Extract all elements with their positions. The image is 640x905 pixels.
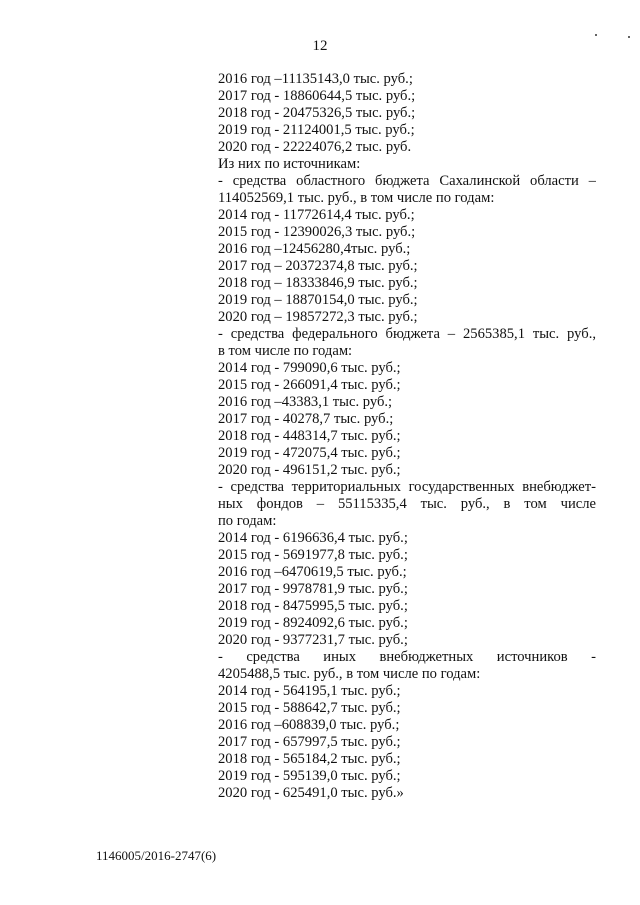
text-line: 2020 год - 496151,2 тыс. руб.; bbox=[218, 462, 401, 478]
text-line: 2017 год - 40278,7 тыс. руб.; bbox=[218, 411, 394, 427]
text-line: 2018 год – 18333846,9 тыс. руб.; bbox=[218, 275, 418, 291]
text-line: 2014 год - 799090,6 тыс. руб.; bbox=[218, 360, 401, 376]
text-line: 2019 год - 595139,0 тыс. руб.; bbox=[218, 768, 401, 784]
text-line: 2015 год - 12390026,3 тыс. руб.; bbox=[218, 224, 416, 240]
text-line: 2015 год - 5691977,8 тыс. руб.; bbox=[218, 547, 408, 563]
text-line: 2019 год – 18870154,0 тыс. руб.; bbox=[218, 292, 418, 308]
text-line: 2017 год - 657997,5 тыс. руб.; bbox=[218, 734, 401, 750]
text-line: - средства территориальных государственных внебюджет- bbox=[218, 479, 596, 495]
text-line: 2016 год –12456280,4тыс. руб.; bbox=[218, 241, 411, 257]
text-line: 2018 год - 20475326,5 тыс. руб.; bbox=[218, 105, 416, 121]
text-line: 2020 год - 22224076,2 тыс. руб. bbox=[218, 139, 412, 155]
document-code: 1146005/2016-2747(6) bbox=[96, 848, 217, 863]
text-line: 2018 год - 8475995,5 тыс. руб.; bbox=[218, 598, 408, 614]
text-line: 2020 год – 19857272,3 тыс. руб.; bbox=[218, 309, 418, 325]
text-line: 2014 год - 11772614,4 тыс. руб.; bbox=[218, 207, 415, 223]
text-line: 2018 год - 448314,7 тыс. руб.; bbox=[218, 428, 401, 444]
text-line: 2019 год - 21124001,5 тыс. руб.; bbox=[218, 122, 415, 138]
text-line: по годам: bbox=[218, 513, 277, 529]
text-line: 2016 год –608839,0 тыс. руб.; bbox=[218, 717, 400, 733]
text-line: - средства федерального бюджета – 2565385,1 тыс. руб., bbox=[218, 326, 596, 342]
text-line: 2020 год - 625491,0 тыс. руб.» bbox=[218, 785, 404, 801]
text-line: ных фондов – 55115335,4 тыс. руб., в том числе bbox=[218, 496, 596, 512]
text-line: 2016 год –6470619,5 тыс. руб.; bbox=[218, 564, 407, 580]
page-number: 12 bbox=[312, 38, 328, 54]
document-body bbox=[218, 71, 596, 802]
text-line: 2018 год - 565184,2 тыс. руб.; bbox=[218, 751, 401, 767]
text-line: 2019 год - 8924092,6 тыс. руб.; bbox=[218, 615, 408, 631]
text-line: 2015 год - 266091,4 тыс. руб.; bbox=[218, 377, 401, 393]
text-line: - средства иных внебюджетных источников - bbox=[218, 649, 596, 665]
text-line: 2019 год - 472075,4 тыс. руб.; bbox=[218, 445, 401, 461]
text-line: Из них по источникам: bbox=[218, 156, 361, 172]
text-line: 2020 год - 9377231,7 тыс. руб.; bbox=[218, 632, 408, 648]
text-line: 2017 год – 20372374,8 тыс. руб.; bbox=[218, 258, 418, 274]
text-line: 2016 год –43383,1 тыс. руб.; bbox=[218, 394, 393, 410]
scan-speck bbox=[595, 34, 597, 36]
text-line: 4205488,5 тыс. руб., в том числе по годам: bbox=[218, 666, 481, 682]
text-line: 2016 год –11135143,0 тыс. руб.; bbox=[218, 71, 413, 87]
text-line: 2014 год - 6196636,4 тыс. руб.; bbox=[218, 530, 408, 546]
text-line: 2017 год - 18860644,5 тыс. руб.; bbox=[218, 88, 416, 104]
text-line: 2017 год - 9978781,9 тыс. руб.; bbox=[218, 581, 408, 597]
text-line: - средства областного бюджета Сахалинской области – bbox=[218, 173, 596, 189]
text-line: в том числе по годам: bbox=[218, 343, 353, 359]
text-line: 2014 год - 564195,1 тыс. руб.; bbox=[218, 683, 401, 699]
text-line: 114052569,1 тыс. руб., в том числе по годам: bbox=[218, 190, 495, 206]
text-line: 2015 год - 588642,7 тыс. руб.; bbox=[218, 700, 401, 716]
